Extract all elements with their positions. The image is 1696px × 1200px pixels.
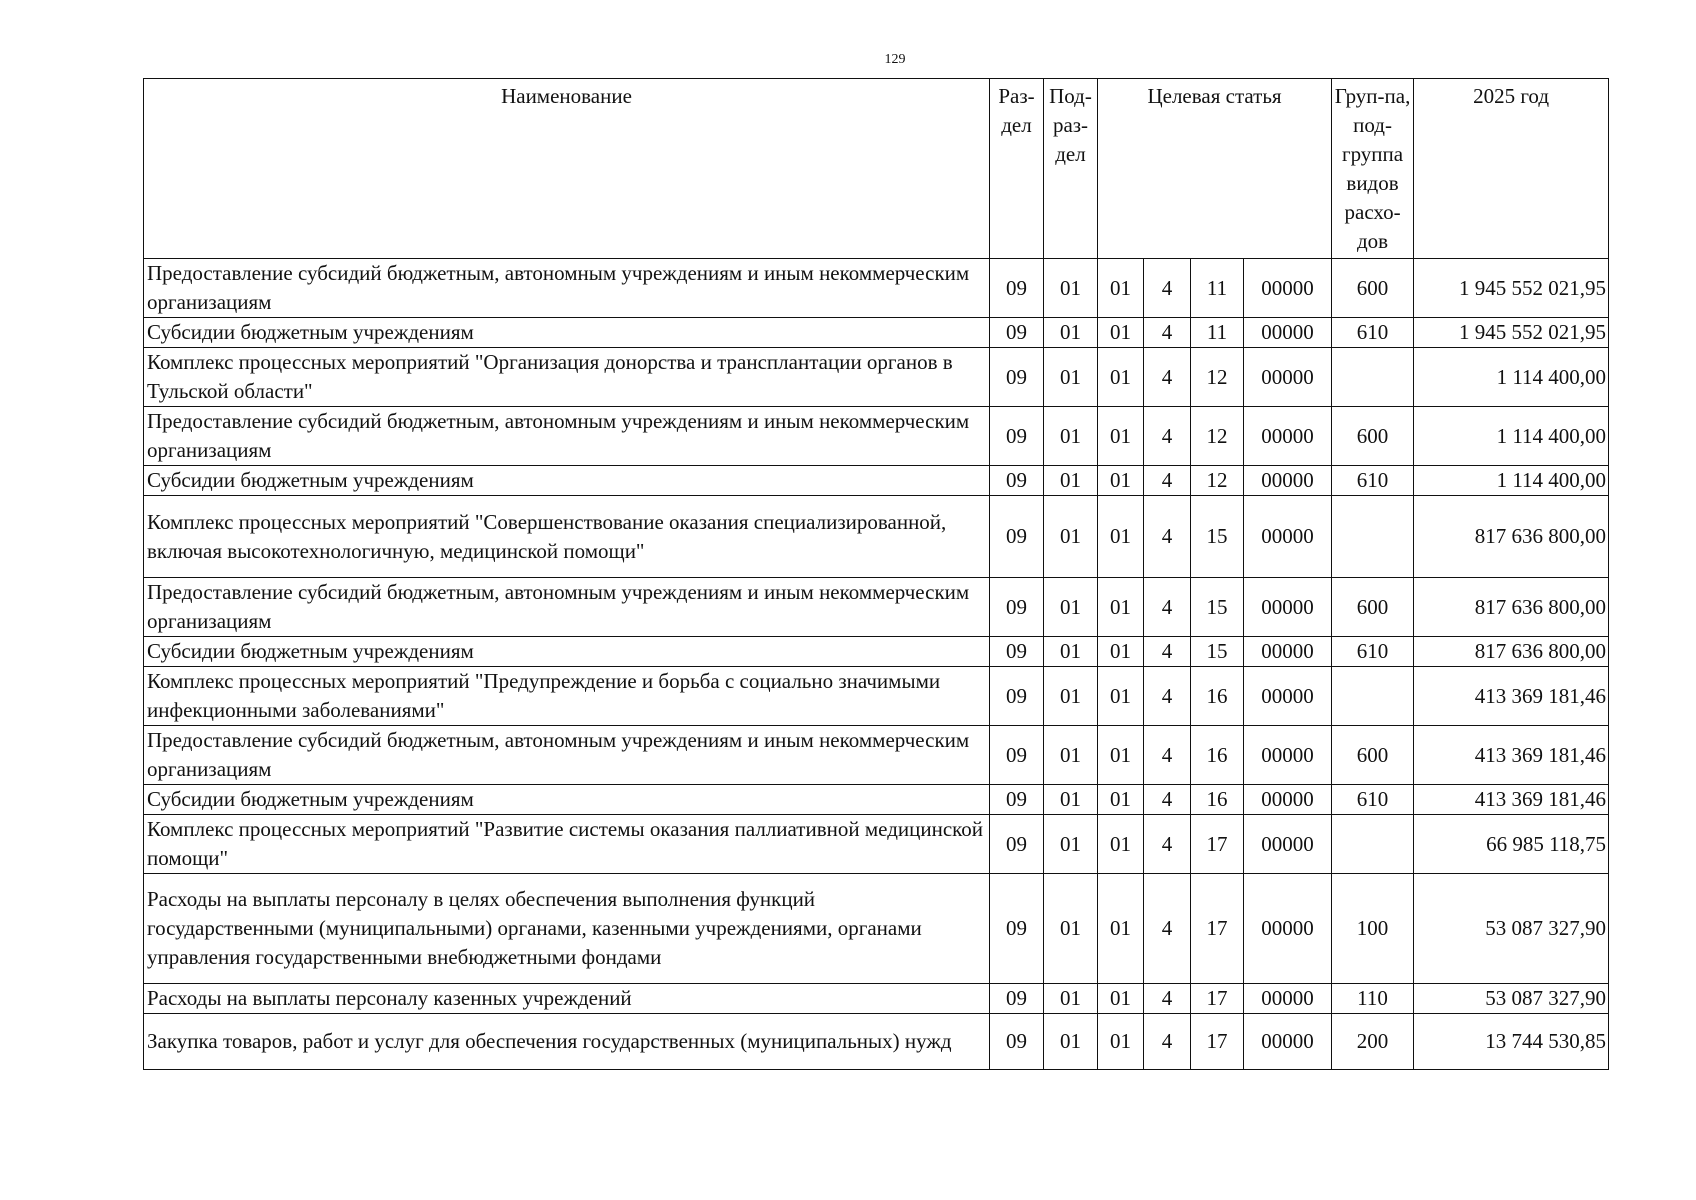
row-target-direction: 00000 <box>1244 637 1332 667</box>
row-subsection: 01 <box>1044 874 1098 984</box>
row-subsection: 01 <box>1044 496 1098 578</box>
table-row <box>144 1014 1609 1070</box>
row-target-complex: 17 <box>1191 984 1244 1014</box>
header-target-article: Целевая статья <box>1098 79 1332 259</box>
row-subsection: 01 <box>1044 815 1098 874</box>
row-target-type: 4 <box>1144 348 1191 407</box>
row-expense-group <box>1332 815 1414 874</box>
row-subsection: 01 <box>1044 578 1098 637</box>
row-target-program: 01 <box>1098 318 1144 348</box>
row-amount: 413 369 181,46 <box>1414 726 1609 785</box>
row-target-direction: 00000 <box>1244 496 1332 578</box>
row-target-type: 4 <box>1144 407 1191 466</box>
row-target-program: 01 <box>1098 785 1144 815</box>
row-target-complex: 16 <box>1191 726 1244 785</box>
row-target-program: 01 <box>1098 578 1144 637</box>
table-row <box>144 785 1609 815</box>
row-target-program: 01 <box>1098 726 1144 785</box>
row-target-type: 4 <box>1144 815 1191 874</box>
row-target-complex: 12 <box>1191 407 1244 466</box>
row-name: Закупка товаров, работ и услуг для обеспечения государственных (муниципальных) нужд <box>144 1014 990 1070</box>
row-amount: 1 945 552 021,95 <box>1414 259 1609 318</box>
row-expense-group <box>1332 348 1414 407</box>
row-section: 09 <box>990 1014 1044 1070</box>
row-target-direction: 00000 <box>1244 407 1332 466</box>
row-amount: 1 114 400,00 <box>1414 407 1609 466</box>
row-section: 09 <box>990 785 1044 815</box>
row-name: Комплекс процессных мероприятий "Организация донорства и трансплантации органов в Тульской области" <box>144 348 990 407</box>
table-row <box>144 667 1609 726</box>
row-expense-group: 600 <box>1332 407 1414 466</box>
row-section: 09 <box>990 407 1044 466</box>
row-name: Расходы на выплаты персоналу казенных учреждений <box>144 984 990 1014</box>
row-subsection: 01 <box>1044 785 1098 815</box>
row-target-direction: 00000 <box>1244 667 1332 726</box>
row-amount: 413 369 181,46 <box>1414 785 1609 815</box>
row-target-direction: 00000 <box>1244 785 1332 815</box>
page-number: 129 <box>884 52 906 67</box>
row-name: Комплекс процессных мероприятий "Развитие системы оказания паллиативной медицинской помощи" <box>144 815 990 874</box>
table-row <box>144 259 1609 318</box>
row-section: 09 <box>990 466 1044 496</box>
row-subsection: 01 <box>1044 259 1098 318</box>
row-target-complex: 15 <box>1191 496 1244 578</box>
table-row <box>144 318 1609 348</box>
row-expense-group: 200 <box>1332 1014 1414 1070</box>
row-subsection: 01 <box>1044 637 1098 667</box>
row-section: 09 <box>990 348 1044 407</box>
row-name: Предоставление субсидий бюджетным, автономным учреждениям и иным некоммерческим организациям <box>144 407 990 466</box>
row-target-direction: 00000 <box>1244 318 1332 348</box>
table-row <box>144 407 1609 466</box>
row-expense-group <box>1332 496 1414 578</box>
row-amount: 13 744 530,85 <box>1414 1014 1609 1070</box>
row-amount: 817 636 800,00 <box>1414 578 1609 637</box>
table-row <box>144 984 1609 1014</box>
table-header-row <box>144 79 1609 259</box>
row-subsection: 01 <box>1044 407 1098 466</box>
row-section: 09 <box>990 874 1044 984</box>
row-expense-group: 100 <box>1332 874 1414 984</box>
row-section: 09 <box>990 726 1044 785</box>
row-name: Комплекс процессных мероприятий "Предупреждение и борьба с социально значимыми инфекционными заболеваниями" <box>144 667 990 726</box>
row-amount: 1 114 400,00 <box>1414 348 1609 407</box>
row-target-complex: 11 <box>1191 318 1244 348</box>
row-target-program: 01 <box>1098 815 1144 874</box>
row-name: Предоставление субсидий бюджетным, автономным учреждениям и иным некоммерческим организациям <box>144 578 990 637</box>
row-name: Субсидии бюджетным учреждениям <box>144 637 990 667</box>
row-target-type: 4 <box>1144 496 1191 578</box>
row-amount: 817 636 800,00 <box>1414 496 1609 578</box>
row-expense-group: 600 <box>1332 726 1414 785</box>
row-section: 09 <box>990 496 1044 578</box>
row-expense-group: 610 <box>1332 318 1414 348</box>
row-name: Предоставление субсидий бюджетным, автономным учреждениям и иным некоммерческим организациям <box>144 259 990 318</box>
row-target-program: 01 <box>1098 348 1144 407</box>
table-row <box>144 637 1609 667</box>
row-target-type: 4 <box>1144 637 1191 667</box>
row-subsection: 01 <box>1044 667 1098 726</box>
row-section: 09 <box>990 984 1044 1014</box>
row-target-program: 01 <box>1098 667 1144 726</box>
row-target-complex: 17 <box>1191 874 1244 984</box>
row-target-complex: 15 <box>1191 637 1244 667</box>
table-row <box>144 726 1609 785</box>
row-target-program: 01 <box>1098 496 1144 578</box>
header-section: Раз-дел <box>990 79 1044 259</box>
row-amount: 53 087 327,90 <box>1414 874 1609 984</box>
row-expense-group: 610 <box>1332 785 1414 815</box>
row-name: Субсидии бюджетным учреждениям <box>144 466 990 496</box>
row-target-direction: 00000 <box>1244 874 1332 984</box>
row-target-complex: 15 <box>1191 578 1244 637</box>
table-row <box>144 815 1609 874</box>
header-name: Наименование <box>144 79 990 259</box>
row-target-program: 01 <box>1098 1014 1144 1070</box>
row-target-type: 4 <box>1144 667 1191 726</box>
row-target-direction: 00000 <box>1244 1014 1332 1070</box>
row-target-program: 01 <box>1098 637 1144 667</box>
budget-table <box>143 78 1609 1070</box>
row-subsection: 01 <box>1044 318 1098 348</box>
row-section: 09 <box>990 667 1044 726</box>
table-row <box>144 348 1609 407</box>
row-target-direction: 00000 <box>1244 466 1332 496</box>
row-section: 09 <box>990 815 1044 874</box>
row-name: Субсидии бюджетным учреждениям <box>144 785 990 815</box>
row-target-program: 01 <box>1098 259 1144 318</box>
row-amount: 817 636 800,00 <box>1414 637 1609 667</box>
row-target-direction: 00000 <box>1244 984 1332 1014</box>
row-target-complex: 16 <box>1191 667 1244 726</box>
header-year: 2025 год <box>1414 79 1609 259</box>
row-target-direction: 00000 <box>1244 348 1332 407</box>
row-subsection: 01 <box>1044 984 1098 1014</box>
row-target-complex: 17 <box>1191 1014 1244 1070</box>
row-section: 09 <box>990 318 1044 348</box>
row-amount: 1 114 400,00 <box>1414 466 1609 496</box>
row-target-type: 4 <box>1144 578 1191 637</box>
row-target-type: 4 <box>1144 726 1191 785</box>
row-section: 09 <box>990 259 1044 318</box>
row-section: 09 <box>990 637 1044 667</box>
row-expense-group: 610 <box>1332 637 1414 667</box>
row-target-type: 4 <box>1144 874 1191 984</box>
header-expense-group: Груп-па, под-группа видов расхо-дов <box>1332 79 1414 259</box>
row-target-program: 01 <box>1098 466 1144 496</box>
row-target-type: 4 <box>1144 466 1191 496</box>
row-amount: 413 369 181,46 <box>1414 667 1609 726</box>
row-amount: 53 087 327,90 <box>1414 984 1609 1014</box>
row-expense-group: 600 <box>1332 578 1414 637</box>
row-target-complex: 12 <box>1191 348 1244 407</box>
row-subsection: 01 <box>1044 466 1098 496</box>
row-target-complex: 11 <box>1191 259 1244 318</box>
row-expense-group: 610 <box>1332 466 1414 496</box>
row-target-type: 4 <box>1144 259 1191 318</box>
table-row <box>144 874 1609 984</box>
header-subsection: Под-раз-дел <box>1044 79 1098 259</box>
row-subsection: 01 <box>1044 726 1098 785</box>
row-target-program: 01 <box>1098 984 1144 1014</box>
row-target-direction: 00000 <box>1244 726 1332 785</box>
row-target-direction: 00000 <box>1244 815 1332 874</box>
row-name: Комплекс процессных мероприятий "Совершенствование оказания специализированной, включая высокотехнологичную, медицинской помощи" <box>144 496 990 578</box>
row-target-program: 01 <box>1098 407 1144 466</box>
row-target-direction: 00000 <box>1244 578 1332 637</box>
row-name: Предоставление субсидий бюджетным, автономным учреждениям и иным некоммерческим организациям <box>144 726 990 785</box>
row-expense-group <box>1332 667 1414 726</box>
table-row <box>144 466 1609 496</box>
row-subsection: 01 <box>1044 1014 1098 1070</box>
row-target-direction: 00000 <box>1244 259 1332 318</box>
row-target-type: 4 <box>1144 318 1191 348</box>
row-target-type: 4 <box>1144 1014 1191 1070</box>
row-amount: 1 945 552 021,95 <box>1414 318 1609 348</box>
table-row <box>144 496 1609 578</box>
row-expense-group: 600 <box>1332 259 1414 318</box>
row-target-complex: 12 <box>1191 466 1244 496</box>
table-row <box>144 578 1609 637</box>
row-expense-group: 110 <box>1332 984 1414 1014</box>
row-target-type: 4 <box>1144 785 1191 815</box>
row-section: 09 <box>990 578 1044 637</box>
row-subsection: 01 <box>1044 348 1098 407</box>
row-target-complex: 16 <box>1191 785 1244 815</box>
row-name: Субсидии бюджетным учреждениям <box>144 318 990 348</box>
row-name: Расходы на выплаты персоналу в целях обеспечения выполнения функций государственными (муниципальными) органами, казенными учреждениями, органами управления государственными внебюджетными фондами <box>144 874 990 984</box>
row-target-complex: 17 <box>1191 815 1244 874</box>
row-target-program: 01 <box>1098 874 1144 984</box>
row-target-type: 4 <box>1144 984 1191 1014</box>
row-amount: 66 985 118,75 <box>1414 815 1609 874</box>
